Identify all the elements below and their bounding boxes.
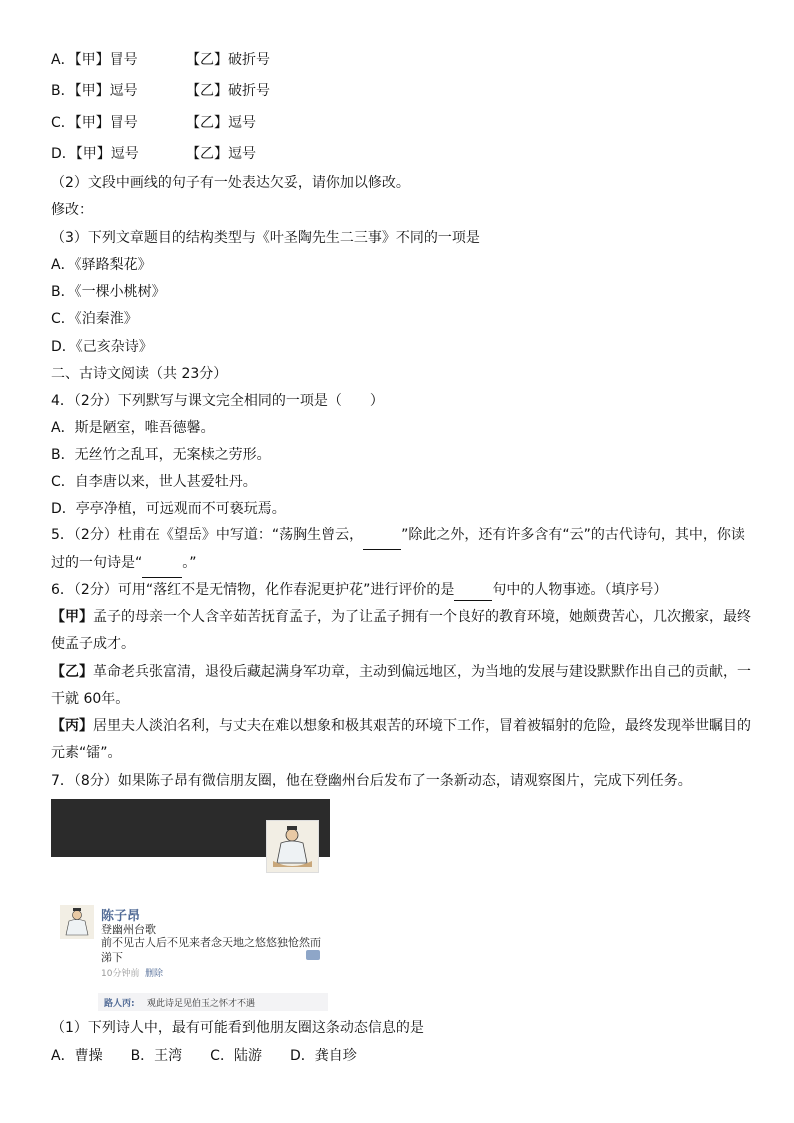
item-yi xyxy=(51,659,751,713)
q5-part-c: 过的一句诗是“ xyxy=(51,555,143,571)
question-5 xyxy=(51,522,751,578)
q5-part-a: 5．（2分）杜甫在《望岳》中写道：“荡胸生曾云， xyxy=(51,527,364,543)
question-3: （3）下列文章题目的结构类型与《叶圣陶先生二三事》不同的一项是 xyxy=(51,230,480,246)
section-heading: 二、古诗文阅读（共 23分） xyxy=(51,366,228,382)
comment-icon[interactable] xyxy=(306,950,320,960)
q7-1-options: A．曹操 B．王湾 C．陆游 D．龚自珍 xyxy=(51,1048,357,1064)
q3-option-b: B．《一棵小桃树》 xyxy=(51,284,166,300)
option-d-second: 【乙】逗号 xyxy=(186,146,256,162)
yi-text: 革命老兵张富清，退役后藏起满身军功章，主动到偏远地区，为当地的发展与建设默默作出自己的贡献，一干就 60年。 xyxy=(51,664,751,707)
bing-text: 居里夫人淡泊名利，与丈夫在难以想象和极其艰苦的环境下工作，冒着被辐射的危险，最终发现举世瞩目的元素“镭”。 xyxy=(51,718,751,761)
post-time: 10分钟前 xyxy=(101,969,140,979)
item-jia xyxy=(51,604,751,658)
q4-option-a: A．斯是陋室，唯吾德馨。 xyxy=(51,420,215,436)
option-d-row xyxy=(51,144,256,164)
option-c-row xyxy=(51,113,256,133)
q5-part-d: 。” xyxy=(182,555,197,571)
question-6 xyxy=(51,580,667,601)
q3-option-a: A．《驿路梨花》 xyxy=(51,257,152,273)
q6-part-b: 句中的人物事迹。（填序号） xyxy=(492,582,668,598)
q5-blank-2[interactable] xyxy=(142,550,182,578)
option-c-first: C．【甲】冒号 xyxy=(51,115,138,131)
question-4: 4．（2分）下列默写与课文完全相同的一项是（ ） xyxy=(51,393,384,409)
option-c-second: 【乙】逗号 xyxy=(186,115,256,131)
q4-option-b: B．无丝竹之乱耳，无案椟之劳形。 xyxy=(51,447,271,463)
q3-option-c: C．《泊秦淮》 xyxy=(51,311,138,327)
jia-text: 孟子的母亲一个人含辛茹苦抚育孟子，为了让孟子拥有一个良好的教育环境，她颇费苦心，几次搬家，最终使孟子成才。 xyxy=(51,609,751,652)
option-b-second: 【乙】破折号 xyxy=(186,83,270,99)
q6-part-a: 6．（2分）可用“落红不是无情物，化作春泥更护花”进行评价的是 xyxy=(51,582,455,598)
comment-text: 观此诗足见伯玉之怀才不遇 xyxy=(147,999,256,1009)
option-b-row xyxy=(51,81,270,101)
option-b-first: B．【甲】逗号 xyxy=(51,83,138,99)
yi-tag: 【乙】 xyxy=(51,664,93,680)
post-title: 登幽州台歌 xyxy=(101,923,156,936)
question-2: （2）文段中画线的句子有一处表达欠妥，请你加以修改。 xyxy=(51,175,410,191)
option-a-first: A．【甲】冒号 xyxy=(51,52,138,68)
commenter-name[interactable]: 路人丙: xyxy=(104,999,135,1009)
q4-option-c: C．自李唐以来，世人甚爱牡丹。 xyxy=(51,474,257,490)
q4-option-d: D．亭亭净植，可远观而不可亵玩焉。 xyxy=(51,501,286,517)
post-text: 前不见古人后不见来者念天地之悠悠独怆然而涕下 xyxy=(101,936,321,964)
jia-tag: 【甲】 xyxy=(51,609,93,625)
option-a-row xyxy=(51,50,270,70)
q5-blank-1[interactable] xyxy=(363,522,401,550)
option-d-first: D．【甲】逗号 xyxy=(51,146,139,162)
poster-avatar[interactable] xyxy=(60,905,94,939)
q5-part-b: ”除此之外，还有许多含有“云”的古代诗句，其中，你读 xyxy=(401,527,745,543)
profile-avatar xyxy=(266,820,319,873)
q6-blank[interactable] xyxy=(454,580,492,601)
bing-tag: 【丙】 xyxy=(51,718,93,734)
question-2-fix-label: 修改： xyxy=(51,202,93,218)
option-a-second: 【乙】破折号 xyxy=(186,52,270,68)
poster-name[interactable]: 陈子昂 xyxy=(101,909,141,924)
question-7: 7．（8分）如果陈子昂有微信朋友圈，他在登幽州台后发布了一条新动态，请观察图片，完成下列任务。 xyxy=(51,773,692,789)
item-bing xyxy=(51,713,751,767)
q3-option-d: D．《己亥杂诗》 xyxy=(51,339,153,355)
question-7-1: （1）下列诗人中，最有可能看到他朋友圈这条动态信息的是 xyxy=(51,1020,424,1036)
delete-link[interactable]: 删除 xyxy=(145,969,164,979)
